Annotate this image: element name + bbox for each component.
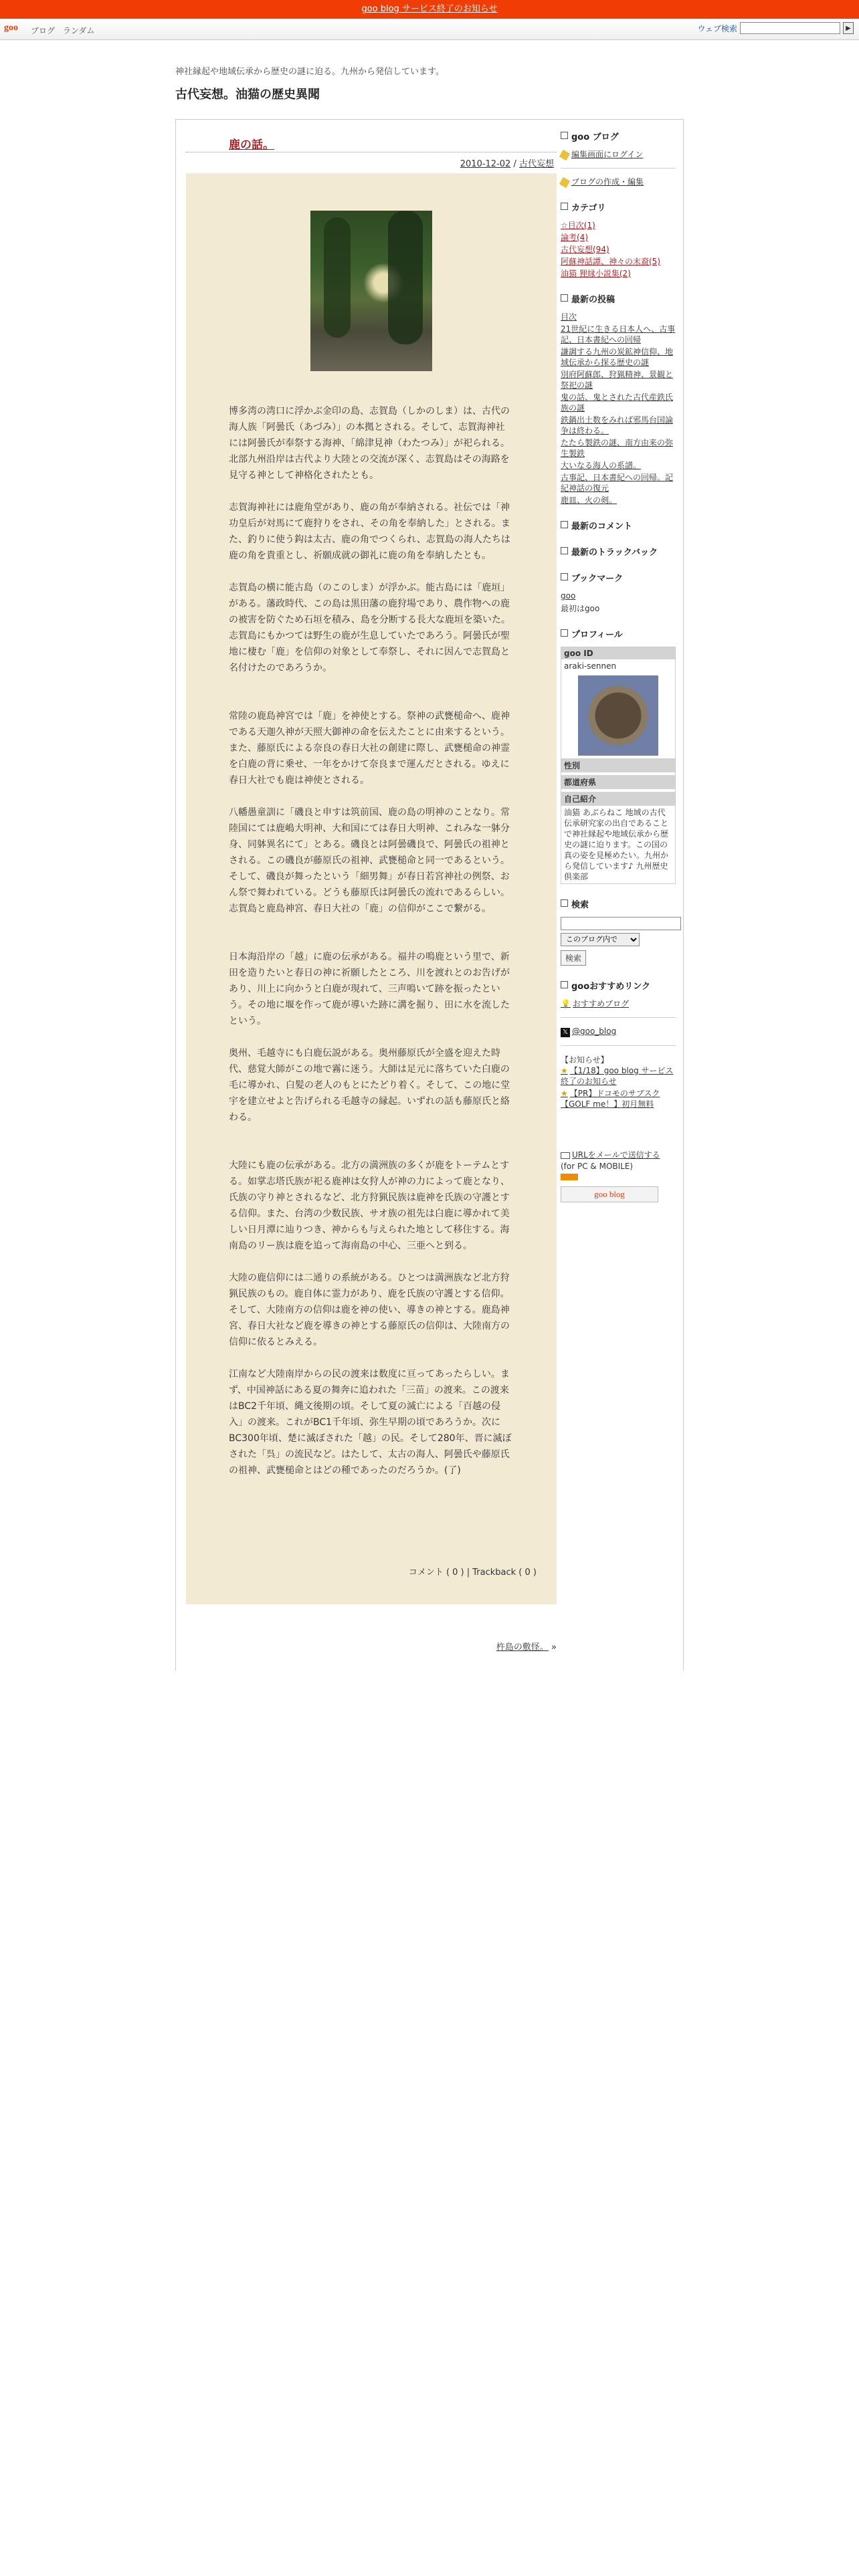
category-item[interactable]: 油猫 狸縁小説集(2): [561, 269, 631, 278]
blog-header: [175, 64, 684, 102]
recent-trackbacks-heading: 最新のトラックバック: [561, 545, 676, 558]
search-heading: 検索: [561, 897, 676, 910]
recent-post[interactable]: 古事記、日本書紀への回帰。記紀神話の復元: [561, 473, 674, 493]
divider: [561, 1045, 676, 1046]
entry-body: [186, 173, 557, 1604]
entry-date[interactable]: 2010-12-02: [460, 159, 511, 169]
profile-box: [561, 647, 676, 884]
share-section: [561, 1150, 676, 1202]
goo-toolbar: [0, 19, 859, 40]
goo-blog-heading: goo ブログ: [561, 130, 676, 142]
divider: [561, 1017, 676, 1018]
entry-category[interactable]: 古代妄想: [518, 159, 554, 169]
recent-post[interactable]: 鉄鍋出土数をみれば邪馬台国論争は終わる。: [561, 415, 674, 435]
content-frame: [175, 119, 684, 1671]
star-icon: ★: [561, 1089, 568, 1098]
entry-paragraph: 奥州、毛越寺にも白鹿伝説がある。奥州藤原氏が全盛を迎えた時代、慈覚大師がこの地で霧に迷う。大師は足元に落ちていた白鹿の毛に導かれ、白髪の老人のもとにたどり着く。そして、この地に堂宇を建立せよと告げられる毛越寺の縁起。いずれの話も藤原氏と絡わる。: [229, 1048, 510, 1123]
recent-post[interactable]: 目次: [561, 312, 577, 322]
recent-post[interactable]: 鹿皿、火の剣。: [561, 496, 617, 505]
gender-label: 性別: [561, 758, 675, 772]
mail-url-link[interactable]: URLをメールで送信する: [561, 1150, 676, 1160]
category-item[interactable]: 論考(4): [561, 233, 588, 242]
entry-meta: [186, 152, 557, 173]
search-section: [561, 897, 676, 966]
pencil-icon: [559, 177, 570, 187]
nav-random[interactable]: ランダム: [62, 26, 95, 35]
recent-post[interactable]: 鬼の話、鬼とされた古代産鉄氏族の謎: [561, 393, 674, 413]
goo-blog-section: [561, 130, 676, 187]
blog-tagline: 神社縁起や地域伝承から歴史の謎に迫る。九州から発信しています。: [175, 67, 444, 77]
search-scope-select[interactable]: [561, 933, 640, 946]
bookmark-link[interactable]: goo: [561, 591, 576, 601]
login-link[interactable]: 編集画面にログイン: [561, 149, 676, 160]
entry-title[interactable]: 鹿の話。: [229, 138, 274, 152]
rss-icon[interactable]: [561, 1174, 578, 1180]
goo-nav: [31, 25, 100, 36]
category-item[interactable]: 古代妄想(94): [561, 245, 609, 254]
next-entry-link[interactable]: 杵島の敷怪。: [496, 1642, 549, 1652]
avatar[interactable]: [578, 675, 658, 756]
entry-footer[interactable]: コメント ( 0 ) | Trackback ( 0 ): [408, 1568, 537, 1578]
goo-blog-badge[interactable]: goo blog: [561, 1186, 658, 1202]
prefecture-label: 都道府県: [561, 775, 675, 789]
category-heading: カテゴリ: [561, 201, 676, 213]
x-account-link[interactable]: 𝕏 @goo_blog: [561, 1026, 676, 1037]
recent-comments-heading: 最新のコメント: [561, 519, 676, 532]
next-entry: [496, 1640, 557, 1652]
sidebar: [561, 130, 676, 1216]
divider: [561, 168, 676, 169]
entry-paragraph: 志賀海神社には鹿角堂があり、鹿の角が奉納される。社伝では「神功皇后が対馬にて鹿狩りをされ、その角を奉納した」とされる。また、釣りに使う鈎は太古、鹿の角でつくられ、志賀島の海人たちは鹿の角を貴重とし、祈願成就の御礼に鹿の角を奉納したとも。: [229, 502, 510, 561]
notice-link[interactable]: ★ 【1/18】goo blog サービス終了のお知らせ: [561, 1066, 674, 1086]
recent-post[interactable]: 大いなる海人の系譜。: [561, 461, 642, 470]
entry-paragraph: 日本海沿岸の「越」に鹿の伝承がある。福井の鳴鹿という里で、新田を造りたいと春日の神に祈願したところ、川を渡れとのお告げがあり、川上に向かうと白鹿が現れて、三声鳴いて跡を振ったという。その地に堰を作って鹿が導いた跡に溝を掘り、田に水を流したという。: [229, 952, 510, 1027]
entry-paragraph: 大陸にも鹿の伝承がある。北方の満洲族の多くが鹿をトーテムとする。如掌志塔氏族が祀る鹿神は女狩人が神の力によって鹿となり、氏族の守り神とされるなど、北方狩猟民族は鹿神を氏族の守護とする信仰。また、台湾の少数民族、サオ族の祖先は白鹿に導かれて美しい日月潭に辿りつき、神からも与えられた地として移住する。海南島のリー族は鹿を追って海南島の中心、三亜へと到る。: [229, 1160, 510, 1251]
entry-paragraph: 大陸の鹿信仰には二通りの系統がある。ひとつは満洲族など北方狩猟民族のもの。鹿自体に霊力があり、鹿を氏族の守護とする信仰。そして、大陸南方の信仰は鹿を神の使い、導きの神とする。鹿島神宮、春日大社など鹿を導きの神とする藤原氏の信仰は、大陸南方の信仰に依るとみえる。: [229, 1273, 510, 1348]
pencil-icon: [559, 149, 570, 160]
recommended-links-section: [561, 979, 676, 1109]
entry-title-row: [186, 130, 557, 152]
recent-post[interactable]: たたら製鉄の謎、南方由来の弥生製鉄: [561, 438, 674, 458]
category-item[interactable]: ☆目次(1): [561, 221, 595, 230]
promo-link[interactable]: ★ 【PR】ドコモのサブスク【GOLF me！】初月無料: [561, 1089, 660, 1109]
star-icon: ★: [561, 1066, 568, 1075]
recent-trackbacks-section: [561, 545, 676, 558]
main-column: [186, 130, 557, 1652]
recent-posts-heading: 最新の投稿: [561, 292, 676, 305]
intro-text: 油猫 あぶらねこ 地域の古代伝承研究家の出自であることで神社縁起や地域伝承から歴史の謎に迫ります。この国の真の姿を見極めたい。九州から発信しています♪ 九州歴史倶楽部: [564, 808, 669, 881]
bookmark-section: [561, 571, 676, 614]
web-search-button[interactable]: ▶: [843, 22, 854, 34]
recommended-links-heading: gooおすすめリンク: [561, 979, 676, 992]
entry-paragraph: 常陸の鹿島神宮では「鹿」を神使とする。祭神の武甕槌命へ、鹿神である天迦久神が天照大御神の命を伝えたことに由来するという。また、藤原氏による奈良の春日大社の創建に際し、武甕槌命の神霊を白鹿の背に乗せ、一年をかけて奈良まで運んだとされる。ゆえに春日大社でも鹿は神使とされる。: [229, 711, 510, 786]
web-search-input[interactable]: [740, 22, 840, 34]
entry-paragraph: 博多湾の湾口に浮かぶ金印の島、志賀島（しかのしま）は、古代の海人族「阿曇氏（あづみ）」の本拠とされる。そして、志賀海神社には阿曇氏が奉祭する海神、「綿津見神（わたつみ）」が祀られる。北部九州沿岸は古代より大陸との交流が深く、志賀島はその海路を見守る神として神格化されたとも。: [229, 406, 510, 481]
goo-id-label: goo ID: [561, 647, 675, 659]
bulb-icon: 💡: [561, 999, 571, 1008]
blog-title[interactable]: 古代妄想。油猫の歴史異聞: [175, 88, 320, 102]
service-notice-link[interactable]: goo blog サービス終了のお知らせ: [361, 4, 498, 14]
entry-meta-sep: /: [513, 159, 516, 169]
entry-paragraph: 志賀島の横に能古島（のこのしま）が浮かぶ。能古島には「鹿垣」がある。藩政時代、この島は黒田藩の鹿狩場であり、農作物への鹿の被害を防ぐため石垣を積み、島を分断する長大な鹿垣を築いた。志賀島にもかつては野生の鹿が生息していたであろう。阿曇氏が聖地に棲む「鹿」を信仰の対象として奉祭し、それに因んで志賀島と名付けたのであろうか。: [229, 582, 510, 673]
profile-section: [561, 627, 676, 884]
search-button[interactable]: 検索: [561, 950, 586, 966]
recent-post[interactable]: 21世紀に生きる日本人へ、古事記、日本書紀への回帰: [561, 324, 676, 344]
recommended-blog-link[interactable]: 💡 おすすめブログ: [561, 999, 630, 1008]
blog-search-input[interactable]: [561, 917, 681, 930]
bookmark-description: 最初はgoo: [561, 604, 600, 613]
shrine-photo[interactable]: [310, 211, 432, 371]
category-section: [561, 201, 676, 279]
notice-label: 【お知らせ】: [561, 1055, 609, 1065]
mail-url-subtext: (for PC & MOBILE): [561, 1162, 634, 1171]
x-logo-icon: 𝕏: [561, 1028, 570, 1037]
web-search-label: ウェブ検索: [697, 23, 737, 33]
web-search: [697, 22, 854, 34]
recent-comments-section: [561, 519, 676, 532]
recent-post[interactable]: 別府阿蘇郎、狩猟精神、景観と祭祀の謎: [561, 370, 674, 390]
intro-label: 自己紹介: [561, 792, 675, 806]
nav-blog[interactable]: ブログ: [31, 26, 56, 35]
goo-id-value: araki-sennen: [564, 661, 617, 671]
recent-post[interactable]: 謙調する九州の炭鉱神信仰、地域伝承から探る歴史の謎: [561, 347, 674, 367]
category-item[interactable]: 阿蘇神話譚、神々の末裔(5): [561, 257, 660, 266]
profile-heading: プロフィール: [561, 627, 676, 640]
recent-posts-section: [561, 292, 676, 506]
service-notice-bar: [0, 0, 859, 19]
entry-paragraph: 江南など大陸南岸からの民の渡来は数度に亘ってあったらしい。まず、中国神話にある夏の舞奔に追われた「三苗」の渡来。この渡来はBC2千年頃、縄文後期の頃。そして夏の滅亡による「百越の侵入」の渡来。これがBC1千年頃、弥生早期の頃であろうか。次にBC300年頃、楚に滅ぼされた「越」の民。そして280年、晋に滅ぼされた「呉」の流民など。はたして、太古の海人、阿曇氏や藤原氏の祖神、武甕槌命とはどの種であったのだろうか。(了): [229, 1369, 512, 1476]
goo-logo[interactable]: goo: [4, 23, 18, 33]
create-blog-link[interactable]: ブログの作成・編集: [561, 177, 676, 187]
bookmark-heading: ブックマーク: [561, 571, 676, 584]
mail-icon: [561, 1152, 570, 1159]
entry-paragraph: 八幡愚童訓に「磯良と申すは筑前国、鹿の島の明神のことなり。常陸国にては鹿嶋大明神、大和国にては春日大明神、これみな一躰分身、同躰異名にて」とある。磯良とは阿曇磯良で、阿曇氏の祖神とされる。この磯良が藤原氏の祖神、武甕槌命と同一であるという。そして、磯良が舞ったという「細男舞」が春日若宮神社の例祭、おん祭で舞われている。どうも藤原氏は阿曇氏の流れであるらしい。志賀島と鹿島神宮、春日大社の「鹿」の信仰がここで繋がる。: [229, 807, 510, 914]
next-arrow-icon: »: [551, 1642, 557, 1652]
